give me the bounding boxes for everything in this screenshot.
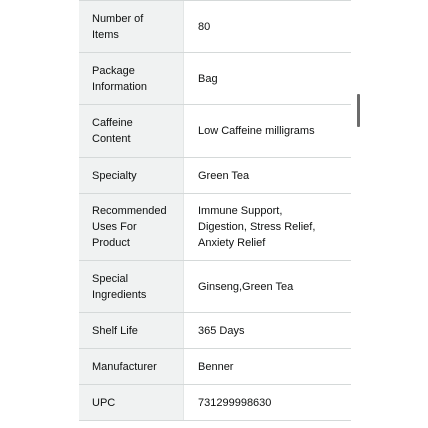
spec-label: Recommended Uses For Product: [92, 205, 167, 249]
spec-value: 731299998630: [198, 396, 272, 409]
spec-label-cell: [79, 158, 184, 193]
spec-value-cell: [184, 349, 351, 384]
spec-label: Specialty: [92, 169, 137, 182]
spec-value: Low Caffeine milligrams: [198, 125, 315, 137]
spec-label: Caffeine Content: [92, 117, 133, 145]
spec-label-cell: [79, 194, 184, 260]
spec-label: Package Information: [92, 64, 148, 93]
spec-label-cell: [79, 349, 184, 384]
spec-row-recommended-uses: [79, 194, 351, 261]
spec-value: Bag: [198, 72, 218, 85]
spec-label-cell: [79, 385, 184, 420]
spec-label-cell: [79, 313, 184, 348]
spec-value-cell: [184, 1, 351, 52]
spec-label: Number of Items: [92, 12, 144, 41]
spec-value: 365 Days: [198, 324, 245, 337]
spec-row-special-ingredients: [79, 261, 351, 313]
spec-row-manufacturer: [79, 349, 351, 385]
spec-label: Manufacturer: [92, 360, 157, 373]
spec-label-cell: [79, 53, 184, 104]
spec-value: Benner: [198, 360, 234, 373]
spec-label-cell: [79, 105, 184, 157]
spec-row-specialty: [79, 158, 351, 194]
spec-value: 80: [198, 20, 211, 33]
spec-value-cell: [184, 385, 351, 420]
spec-label: UPC: [92, 396, 116, 409]
spec-label-cell: [79, 261, 184, 312]
spec-value-cell: [184, 105, 351, 157]
spec-row-package-information: [79, 53, 351, 105]
spec-value: Ginseng,Green Tea: [198, 280, 294, 293]
spec-row-number-of-items: [79, 1, 351, 53]
spec-value: Immune Support, Digestion, Stress Relief, Anxiety Relief: [198, 205, 316, 249]
spec-row-upc: [79, 385, 351, 421]
scrollbar-thumb[interactable]: [357, 94, 360, 127]
spec-value-cell: [184, 313, 351, 348]
spec-value: Green Tea: [198, 169, 250, 182]
spec-value-cell: [184, 261, 351, 312]
spec-label-cell: [79, 1, 184, 52]
spec-value-cell: [184, 158, 351, 193]
spec-value-cell: [184, 194, 351, 260]
spec-label: Special Ingredients: [92, 272, 147, 301]
product-spec-table: [79, 0, 351, 421]
spec-value-cell: [184, 53, 351, 104]
spec-row-shelf-life: [79, 313, 351, 349]
spec-label: Shelf Life: [92, 324, 138, 337]
spec-row-caffeine-content: [79, 105, 351, 158]
